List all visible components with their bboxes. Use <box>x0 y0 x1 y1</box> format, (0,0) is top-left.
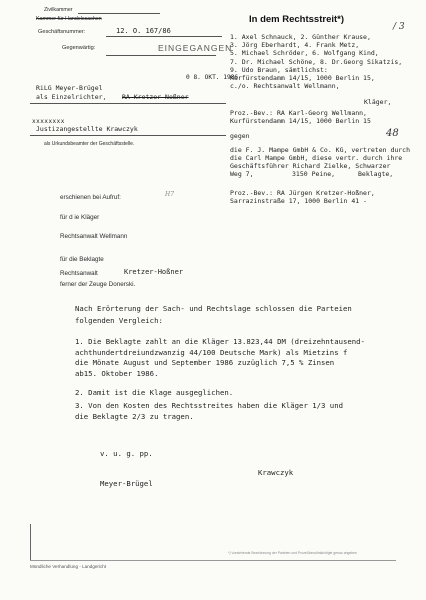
proz-bev-line: Proz.-Bev.: RA Jürgen Kretzer-Hoßner, <box>230 189 375 197</box>
fuer-klaeger-label: für d ie Kläger <box>60 214 100 221</box>
defendant-street: Weg 7, <box>230 170 254 178</box>
plaintiff-line: 1. Axel Schnauck, 2. Günther Krause, <box>230 33 371 41</box>
settlement-item-3 <box>75 401 343 422</box>
urkundsbeamter-label: als Urkundsbeamter der Geschäftsstelle. <box>44 141 135 147</box>
intro-line-2: folgenden Vergleich: <box>75 316 163 325</box>
settlement-line: 1. Die Beklagte zahlt an die Kläger 13.823,44 DM (dreizehntausend- <box>75 337 365 346</box>
defendant-line: die F. J. Mampe GmbH & Co. KG, vertreten durch <box>230 146 411 154</box>
geschaeftsnummer-value: 12. O. 167/86 <box>116 27 171 35</box>
erschienen-label: erschienen bei Aufruf: <box>60 194 121 201</box>
ra-strike <box>122 93 189 101</box>
proz-bev-line: Kurfürstendamm 14/15, 1000 Berlin 15 <box>230 117 371 126</box>
signature-left-name: Meyer-Brügel <box>100 479 153 488</box>
rechtsanwalt-label: Rechtsanwalt <box>60 270 98 277</box>
plaintiff-line: 7. Dr. Michael Schöne, 8. Dr.Georg Sikatzis, <box>230 57 403 66</box>
plaintiff-line: Kurfürstendamm 14/15, 1000 Berlin 15, <box>230 74 375 83</box>
settlement-line: ab15. Oktober 1986. <box>75 368 159 378</box>
plaintiff-line: 5. Michael Schröder, 6. Wolfgang Kind, <box>230 49 379 58</box>
side-margin-mark: 48 <box>386 128 399 139</box>
defendant-line: Geschäftsführer Richard Zielke, Schwarzer <box>230 162 391 171</box>
settlement-line: 2. Damit ist die Klage ausgeglichen. <box>75 388 234 397</box>
proz-bev-line: Sarrazinstraße 17, 1000 Berlin 41 - <box>230 197 367 206</box>
zivilkammer-label: Zivilkammer <box>44 7 73 13</box>
settlement-line: die Beklagte 2/3 zu tragen. <box>75 411 194 421</box>
richter-line-2: als Einzelrichter, <box>36 93 107 101</box>
gegenwaertig-line <box>106 55 216 56</box>
vug-line: v. u. g. pp. <box>100 449 153 458</box>
proz-bev-plaintiff <box>230 109 371 125</box>
defendant-line: die Carl Mampe GmbH, diese vertr. durch ihre <box>230 154 403 163</box>
ra-wellmann: Rechtsanwalt Wellmann <box>60 233 128 240</box>
footer-rule <box>30 560 396 561</box>
proz-bev-line: Proz.-Bev.: RA Karl-Georg Wellmann, <box>230 109 367 117</box>
ra-kretzer: Kretzer-Hoßner <box>124 268 184 276</box>
geschaeftsnummer-label: Geschäftsnummer: <box>38 29 86 35</box>
settlement-line: achthundertdreiundzwanzig 44/100 Deutsche Mark) als Mietzins f <box>75 347 348 357</box>
signature-right-name: Krawczyk <box>258 468 294 477</box>
geschaeftsnummer-line <box>106 36 222 37</box>
gegenwaertig-label: Gegenwärtig: <box>62 45 96 51</box>
kammer-label <box>36 16 102 22</box>
justiz-underline <box>30 135 226 136</box>
defendant-block <box>230 146 410 171</box>
zeuge-line: ferner der Zeuge Donerski. <box>60 281 136 288</box>
case-title-text: In dem Rechtsstreit <box>249 14 338 25</box>
case-title-suffix: *) <box>337 14 345 25</box>
plaintiff-line: c./o. Rechtsanwalt Wellmann, <box>230 82 340 91</box>
footer-label: Mündliche Verhandlung - Landgericht <box>30 564 107 569</box>
settlement-line: 3. Von den Kosten des Rechtsstreites haben die Kläger 1/3 und <box>75 401 343 410</box>
kammer-label-text: Kammer für Handelssachen <box>36 16 102 22</box>
plaintiff-line: 9. Udo Braun, sämtlichst: <box>230 65 328 74</box>
top-margin-mark: / 3 <box>393 22 405 32</box>
justiz-line: Justizangestellte Krawczyk <box>36 125 138 133</box>
settlement-item-2 <box>75 388 233 399</box>
plaintiff-line: 3. Jörg Eberhardt, 4. Frank Metz, <box>230 41 360 50</box>
klaeger-label: Kläger, <box>364 98 392 106</box>
footer-margin-line <box>30 524 31 560</box>
richter-line-1: RiLG Meyer-Brügel <box>36 84 103 92</box>
settlement-item-1 <box>75 337 365 379</box>
defendant-city: 3150 Peine, <box>292 170 336 178</box>
fuer-beklagte-label: für die Beklagte <box>60 256 104 263</box>
eingegangen-stamp: EINGEGANGEN <box>158 43 233 53</box>
intro-line-1: Nach Erörterung der Sach- und Rechtslage schlossen die Parteien <box>75 304 352 313</box>
ra-strike-text: RA Kretzer-Noßner <box>122 93 189 101</box>
small-margin-mark: H7 <box>165 191 175 198</box>
beklagte-label: Beklagte, <box>358 170 394 178</box>
gegen-label: gegen <box>230 132 250 140</box>
case-title <box>249 14 344 25</box>
zivilkammer-fill-line <box>78 13 160 14</box>
footer-footnote: *) Vorstehende Bezeichnung der Parteien und Prozeßbevollmächtigte genau angeben <box>228 551 357 555</box>
settlement-line: die Mönate August und September 1986 zuzüglich 7,5 % Zinsen <box>75 358 335 368</box>
strike-marks: xxxxxxxx <box>32 118 65 125</box>
stamp-date: 0 8. OKT. 1986 <box>186 74 239 81</box>
proz-bev-defendant <box>230 189 375 205</box>
richter-line <box>30 103 226 104</box>
plaintiffs-list <box>230 33 402 90</box>
